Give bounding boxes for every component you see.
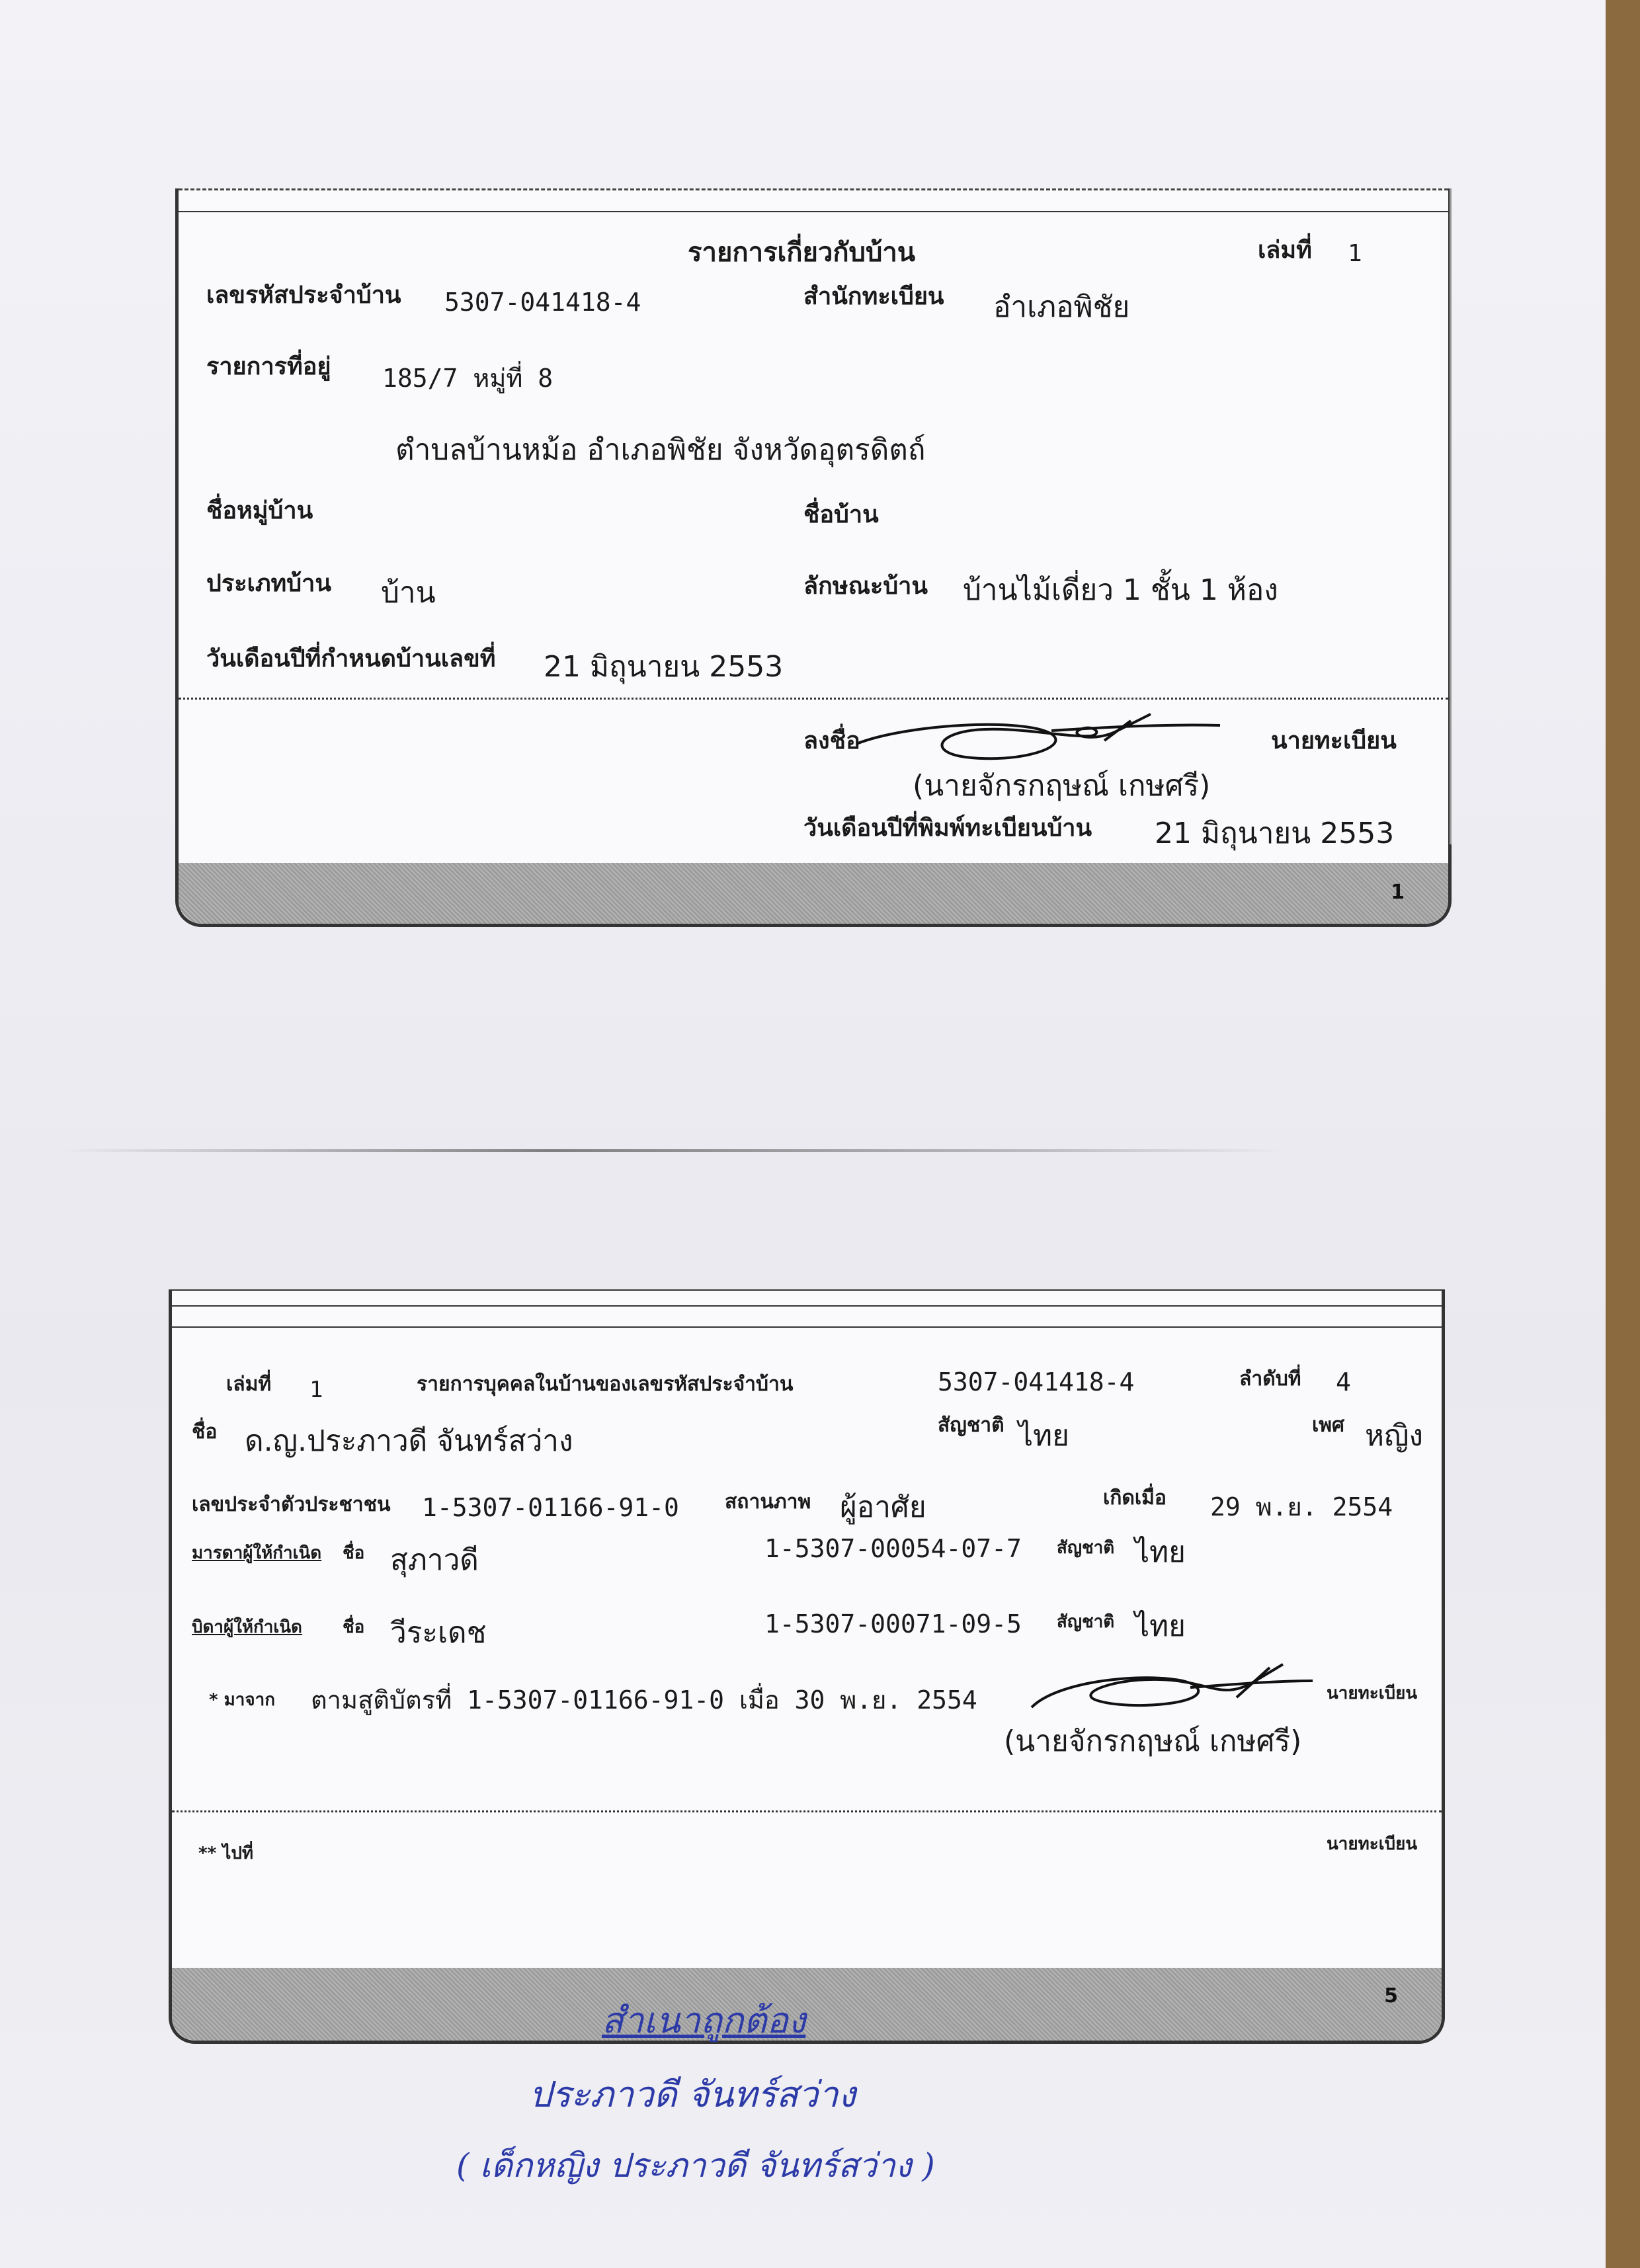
card-top-rule xyxy=(179,211,1448,212)
father-name-label: ชื่อ xyxy=(343,1617,365,1637)
mother-name-label: ชื่อ xyxy=(343,1543,365,1563)
name-label: ชื่อ xyxy=(192,1420,218,1443)
house-style: บ้านไม้เดี่ยว 1 ชั้น 1 ห้อง xyxy=(963,573,1278,607)
nationality: ไทย xyxy=(1018,1419,1069,1453)
mother-name: สุภาวดี xyxy=(390,1543,479,1577)
house-name-label: ชื่อบ้าน xyxy=(803,501,879,528)
id-number: 1-5307-01166-91-0 xyxy=(422,1493,679,1522)
sex: หญิง xyxy=(1365,1419,1423,1453)
person-info-card xyxy=(169,1289,1445,2044)
mother-label: มารดาผู้ให้กำเนิด xyxy=(192,1543,322,1563)
house-info-card xyxy=(175,188,1452,927)
printed-date: 21 มิถุนายน 2553 xyxy=(1155,817,1395,850)
house-card-title: รายการเกี่ยวกับบ้าน xyxy=(688,237,916,268)
registrar-label-2: นายทะเบียน xyxy=(1327,1834,1418,1854)
father-nationality: ไทย xyxy=(1135,1609,1186,1643)
address-label: รายการที่อยู่ xyxy=(206,353,331,380)
id-label: เลขประจำตัวประชาชน xyxy=(192,1493,391,1516)
house-code-label: เลขรหัสประจำบ้าน xyxy=(206,282,401,309)
registrar-signature xyxy=(1025,1661,1316,1727)
address-line2: ตำบลบ้านหม้อ อำเภอพิชัย จังหวัดอุตรดิตถ์ xyxy=(395,433,926,467)
registrar-signature xyxy=(853,711,1223,770)
card-top-rule-3 xyxy=(172,1326,1442,1328)
page-fold-shadow xyxy=(60,1149,1283,1152)
father-name: วีระเดช xyxy=(390,1616,487,1650)
handwritten-signature: ประภาวดี จันทร์สว่าง xyxy=(529,2074,856,2115)
house-code: 5307-041418-4 xyxy=(938,1367,1135,1397)
father-label: บิดาผู้ให้กำเนิด xyxy=(192,1617,302,1637)
from-text: ตามสูติบัตรที่ 1-5307-01166-91-0 เมื่อ 30 พ.ย. 2554 xyxy=(311,1685,977,1715)
mother-id: 1-5307-00054-07-7 xyxy=(764,1534,1022,1563)
card-top-rule-2 xyxy=(172,1305,1442,1307)
village-label: ชื่อหมู่บ้าน xyxy=(206,497,313,524)
status: ผู้อาศัย xyxy=(840,1490,926,1524)
person-card-divider xyxy=(172,1810,1442,1812)
address-line1: 185/7 หมู่ที่ 8 xyxy=(382,364,554,393)
sign-label: ลงชื่อ xyxy=(803,727,860,754)
card-bottom-band xyxy=(172,1968,1442,2041)
registrar-label: นายทะเบียน xyxy=(1327,1683,1418,1703)
born-date: 29 พ.ย. 2554 xyxy=(1210,1492,1393,1521)
page-number: 1 xyxy=(1391,881,1405,904)
book-label: เล่มที่ xyxy=(226,1373,272,1396)
house-style-label: ลักษณะบ้าน xyxy=(803,573,928,600)
registrar-label: นายทะเบียน xyxy=(1271,727,1397,754)
sex-label: เพศ xyxy=(1312,1414,1345,1437)
born-label: เกิดเมื่อ xyxy=(1103,1486,1167,1510)
mother-nationality: ไทย xyxy=(1135,1535,1186,1569)
certified-true-copy: สำเนาถูกต้อง xyxy=(602,2000,806,2041)
mother-nationality-label: สัญชาติ xyxy=(1057,1538,1115,1558)
page-number: 5 xyxy=(1384,1984,1398,2007)
registry-office-label: สำนักทะเบียน xyxy=(803,283,944,310)
card-right-edge xyxy=(1450,188,1452,844)
registry-office: อำเภอพิชัย xyxy=(993,290,1130,324)
assigned-date-label: วันเดือนปีที่กำหนดบ้านเลขที่ xyxy=(206,645,496,672)
house-type: บ้าน xyxy=(381,576,436,610)
card-top-dashes xyxy=(179,188,1448,190)
house-card-divider xyxy=(179,698,1448,700)
house-code: 5307-041418-4 xyxy=(444,288,641,317)
from-label: * มาจาก xyxy=(209,1690,275,1710)
person-card-heading: รายการบุคคลในบ้านของเลขรหัสประจำบ้าน xyxy=(417,1373,794,1396)
father-nationality-label: สัญชาติ xyxy=(1057,1612,1115,1632)
book-number: 1 xyxy=(1348,240,1362,267)
house-type-label: ประเภทบ้าน xyxy=(206,570,331,597)
registrar-name: (นายจักรกฤษณ์ เกษศรี) xyxy=(1004,1724,1302,1758)
order-number: 4 xyxy=(1336,1367,1351,1397)
book-number: 1 xyxy=(309,1377,323,1403)
card-top-rule-1 xyxy=(172,1289,1442,1291)
registrar-name: (นายจักรกฤษณ์ เกษศรี) xyxy=(913,769,1211,803)
card-bottom-band xyxy=(179,863,1448,924)
order-label: ลำดับที่ xyxy=(1239,1367,1301,1391)
person-name: ด.ญ.ประภาวดี จันทร์สว่าง xyxy=(245,1424,573,1458)
book-label: เล่มที่ xyxy=(1258,237,1312,264)
status-label: สถานภาพ xyxy=(725,1490,811,1514)
printed-date-label: วันเดือนปีที่พิมพ์ทะเบียนบ้าน xyxy=(803,815,1092,842)
assigned-date: 21 มิถุนายน 2553 xyxy=(544,650,784,684)
father-id: 1-5307-00071-09-5 xyxy=(764,1609,1022,1639)
nationality-label: สัญชาติ xyxy=(938,1414,1004,1437)
handwritten-full-name: ( เด็กหญิง ประภาวดี จันทร์สว่าง ) xyxy=(456,2146,935,2185)
to-label: ** ไปที่ xyxy=(198,1843,253,1863)
